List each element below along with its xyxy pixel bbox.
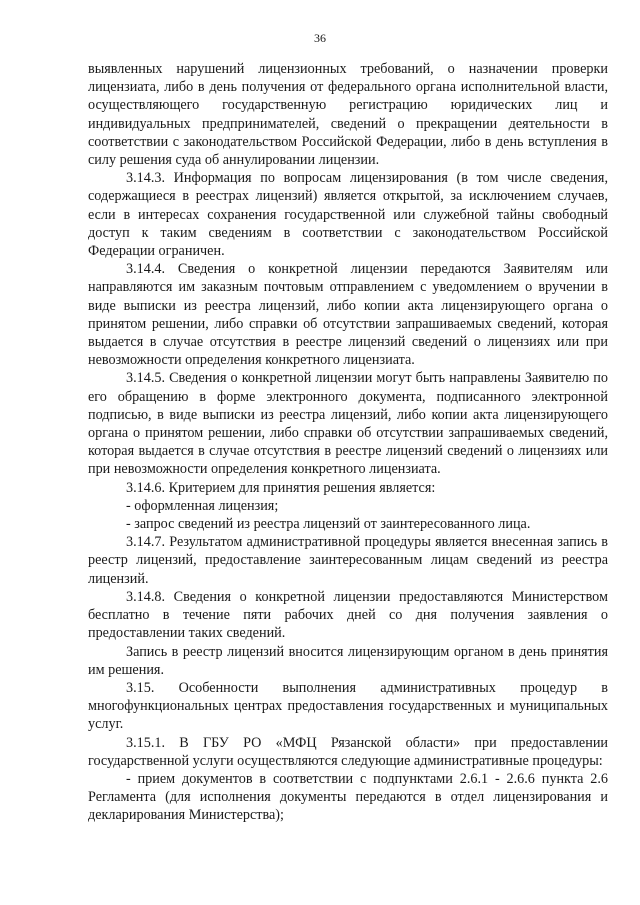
paragraph-3-14-5: 3.14.5. Сведения о конкретной лицензии могут быть направлены Заявителю по его обращению в форме электронного документа, подписанного электронной подписью, в виде выписки из реестра лицензий, либо копии акта лицензирующего органа о принятом решении, либо справки об отсутствии запрашиваемых сведений, которая выдается в случае отсутствия в реестре лицензий сведений о лицензиях или при невозможности определения конкретного лицензиата.	[88, 370, 608, 478]
paragraph-3-15: 3.15. Особенности выполнения административных процедур в многофункциональных центрах предоставления государственных и муниципальных услуг.	[88, 679, 608, 733]
list-item: - оформленная лицензия;	[126, 497, 279, 514]
paragraph-continuation: выявленных нарушений лицензионных требований, о назначении проверки лицензиата, либо в день получения от федерального органа исполнительной власти, осуществляющего государственную регистрацию юридических лиц и индивидуальных предпринимателей, сведений о прекращении деятельности в соответствии с законодательством Российской Федерации, либо в день вступления в силу решения суда об аннулировании лицензии.	[88, 61, 608, 169]
page-number: 36	[314, 31, 326, 45]
document-body	[88, 60, 608, 825]
paragraph-3-14-4: 3.14.4. Сведения о конкретной лицензии передаются Заявителям или направляются им заказным почтовым отправлением с уведомлением о вручении в виде выписки из реестра лицензий, либо копии акта лицензирующего органа о принятом решении, либо справки об отсутствии запрашиваемых сведений, которая выдается в случае отсутствия в реестре лицензий сведений о лицензиях или при невозможности определения конкретного лицензиата.	[88, 261, 608, 369]
paragraph-registry-entry: Запись в реестр лицензий вносится лицензирующим органом в день принятия им решения.	[88, 643, 608, 678]
list-item: - запрос сведений из реестра лицензий от заинтересованного лица.	[126, 516, 531, 533]
paragraph-3-15-1: 3.15.1. В ГБУ РО «МФЦ Рязанской области» при предоставлении государственной услуги осуществляются следующие административные процедуры:	[88, 734, 608, 769]
list-item: - прием документов в соответствии с подпунктами 2.6.1 - 2.6.6 пункта 2.6 Регламента (для исполнения документы передаются в отдел лицензирования и декларирования Министерства);	[88, 770, 608, 824]
paragraph-3-14-6: 3.14.6. Критерием для принятия решения является:	[126, 479, 436, 496]
paragraph-3-14-3: 3.14.3. Информация по вопросам лицензирования (в том числе сведения, содержащиеся в реестрах лицензий) является открытой, за исключением случаев, если в интересах сохранения государственной или служебной тайны свободный доступ к таким сведениям в соответствии с законодательством Российской Федерации ограничен.	[88, 170, 608, 260]
paragraph-3-14-8: 3.14.8. Сведения о конкретной лицензии предоставляются Министерством бесплатно в течение пяти рабочих дней со дня получения заявления о предоставлении таких сведений.	[88, 588, 608, 642]
paragraph-3-14-7: 3.14.7. Результатом административной процедуры является внесенная запись в реестр лицензий, предоставление заинтересованным лицам сведений из реестра лицензий.	[88, 534, 608, 587]
